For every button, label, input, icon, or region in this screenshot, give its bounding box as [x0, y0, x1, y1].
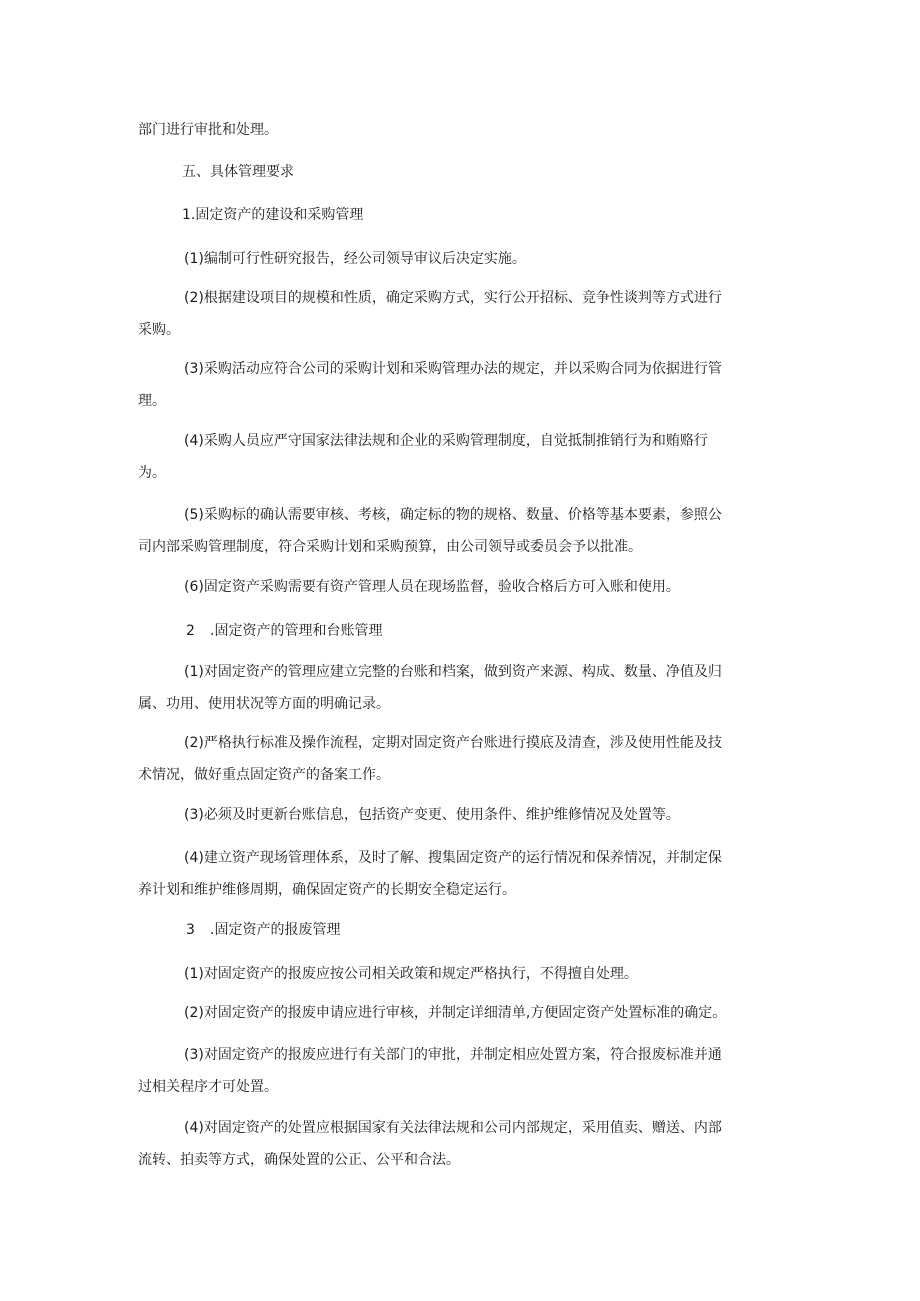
s3-item-2 [138, 997, 790, 1029]
paragraph-line: (3)对固定资产的报废应进行有关部门的审批，并制定相应处置方案，符合报废标准并通 [184, 1047, 722, 1063]
section-heading-text: 五、具体管理要求 [182, 164, 294, 180]
subsection-number: 3 [186, 922, 195, 938]
s1-item-5 [138, 499, 790, 563]
subsection-title-text: .固定资产的管理和台账管理 [210, 623, 383, 639]
subsection-2-title [138, 615, 838, 647]
paragraph-line: 属、功用、使用状况等方面的明确记录。 [138, 696, 390, 712]
s1-item-4 [138, 425, 790, 489]
section-heading [138, 156, 834, 188]
paragraph-line: (4)建立资产现场管理体系，及时了解、搜集固定资产的运行情况和保养情况，并制定保 [184, 850, 722, 866]
paragraph-line: 为。 [138, 465, 166, 481]
s2-item-1 [138, 656, 790, 720]
s1-item-6 [138, 571, 790, 603]
paragraph-line: 流转、拍卖等方式，确保处置的公正、公平和合法。 [138, 1152, 460, 1168]
s1-item-2 [138, 282, 790, 346]
paragraph-line: (2)对固定资产的报废申请应进行审核，并制定详细清单,方便固定资产处置标准的确定。 [184, 1005, 727, 1021]
paragraph-line: 部门进行审批和处理。 [138, 122, 278, 138]
subsection-number: 2 [186, 623, 195, 639]
continuation-paragraph [138, 114, 790, 146]
paragraph-line: (2)根据建设项目的规模和性质，确定采购方式，实行公开招标、竞争性谈判等方式进行 [184, 290, 722, 306]
subsection-3-title [138, 914, 838, 946]
paragraph-line: (6)固定资产采购需要有资产管理人员在现场监督，验收合格后方可入账和使用。 [184, 579, 680, 595]
paragraph-line: 司内部采购管理制度，符合采购计划和采购预算，由公司领导或委员会予以批准。 [138, 539, 642, 555]
paragraph-line: (4)采购人员应严守国家法律法规和企业的采购管理制度，自觉抵制推销行为和贿赂行 [184, 433, 708, 449]
paragraph-line: (1)对固定资产的管理应建立完整的台账和档案，做到资产来源、构成、数量、净值及归 [184, 664, 722, 680]
s2-item-4 [138, 842, 790, 906]
s3-item-1 [138, 958, 790, 990]
paragraph-line: 理。 [138, 393, 166, 409]
paragraph-line: (3)采购活动应符合公司的采购计划和采购管理办法的规定，并以采购合同为依据进行管 [184, 361, 722, 377]
s3-item-3 [138, 1039, 790, 1103]
paragraph-line: (2)严格执行标准及操作流程，定期对固定资产台账进行摸底及清查，涉及使用性能及技 [184, 735, 722, 751]
s3-item-4 [138, 1112, 790, 1176]
subsection-title-text: 1.固定资产的建设和采购管理 [182, 207, 364, 223]
paragraph-line: (4)对固定资产的处置应根据国家有关法律法规和公司内部规定，采用值卖、赠送、内部 [184, 1120, 722, 1136]
s1-item-3 [138, 353, 790, 417]
paragraph-line: 过相关程序才可处置。 [138, 1079, 278, 1095]
s2-item-3 [138, 799, 790, 831]
s1-item-1 [138, 243, 790, 275]
subsection-title-text: .固定资产的报废管理 [210, 922, 341, 938]
paragraph-line: (1)编制可行性研究报告，经公司领导审议后决定实施。 [184, 251, 526, 267]
paragraph-line: (3)必须及时更新台账信息，包括资产变更、使用条件、维护维修情况及处置等。 [184, 807, 680, 823]
subsection-1-title [138, 199, 834, 231]
s2-item-2 [138, 727, 790, 791]
paragraph-line: (1)对固定资产的报废应按公司相关政策和规定严格执行，不得擅自处理。 [184, 966, 638, 982]
paragraph-line: 养计划和维护维修周期，确保固定资产的长期安全稳定运行。 [138, 882, 516, 898]
paragraph-line: 采购。 [138, 322, 180, 338]
paragraph-line: 术情况，做好重点固定资产的备案工作。 [138, 767, 390, 783]
paragraph-line: (5)采购标的确认需要审核、考核，确定标的物的规格、数量、价格等基本要素，参照公 [184, 507, 722, 523]
